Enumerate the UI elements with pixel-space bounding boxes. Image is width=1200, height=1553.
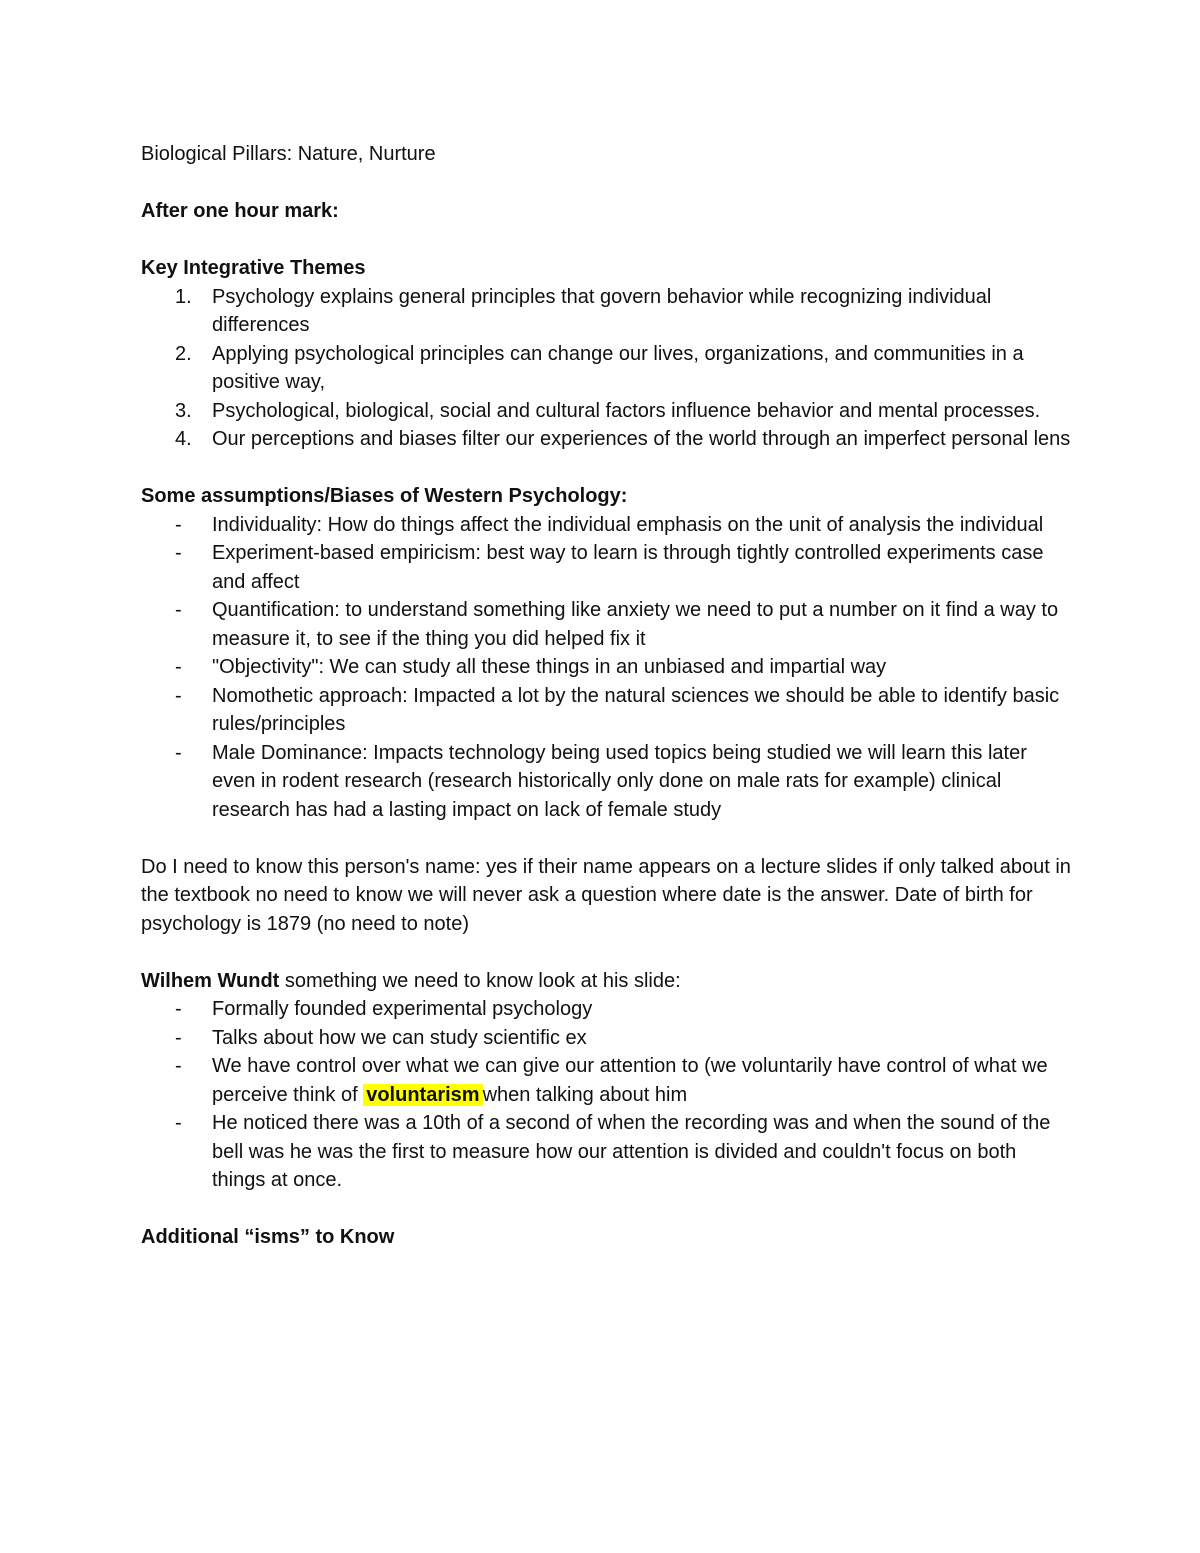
names-note-paragraph: Do I need to know this person's name: yes if their name appears on a lecture slides if only talked about in the textbook no need to know we will never ask a question where date is the answer. Date of birth for psychology is 1879 (no need to note) — [141, 855, 1071, 935]
wundt-heading — [141, 967, 1071, 996]
list-item-text: Experiment-based empiricism: best way to learn is through tightly controlled experiments case and affect — [212, 542, 1044, 593]
list-item-text: Psychology explains general principles that govern behavior while recognizing individual differences — [212, 285, 992, 336]
document-title: Biological Pillars: Nature, Nurture — [141, 143, 436, 165]
list-marker: - — [175, 599, 182, 621]
list-marker: - — [175, 513, 182, 536]
spacer — [141, 169, 1071, 198]
highlighted-term: voluntarism — [363, 1084, 482, 1106]
list-item-text: Formally founded experimental psychology — [212, 998, 593, 1020]
list-item — [141, 995, 1071, 1024]
list-item — [141, 511, 1071, 540]
list-marker: - — [175, 741, 182, 764]
wundt-list — [141, 995, 1071, 1195]
list-marker: 4. — [175, 428, 192, 450]
list-marker: - — [175, 542, 182, 564]
themes-list — [141, 283, 1071, 454]
list-item-text: Male Dominance: Impacts technology being used topics being studied we will learn this later even in rodent research (research historically only done on male rats for example) clinical research has had a lasting impact on lack of female study — [212, 741, 1027, 821]
list-marker: 1. — [175, 285, 192, 308]
list-item-text: Our perceptions and biases filter our experiences of the world through an imperfect personal lens — [212, 428, 1071, 450]
list-item-text: Talks about how we can study scientific ex — [212, 1026, 587, 1049]
list-item — [141, 1052, 1071, 1109]
themes-heading: Key Integrative Themes — [141, 257, 366, 279]
list-item — [141, 340, 1071, 397]
list-item-text: Applying psychological principles can change our lives, organizations, and communities in a positive way, — [212, 342, 1024, 393]
list-item — [141, 596, 1071, 653]
list-item — [141, 1109, 1071, 1195]
list-item-text: Psychological, biological, social and cultural factors influence behavior and mental processes. — [212, 399, 1041, 422]
list-item — [141, 682, 1071, 739]
spacer — [141, 226, 1071, 255]
list-item-text: We have control over what we can give our attention to (we voluntarily have control of what we perceive think of — [212, 1055, 1048, 1106]
list-item — [141, 283, 1071, 340]
list-item-text: Quantification: to understand something like anxiety we need to put a number on it find a way to measure it, to see if the thing you did helped fix it — [212, 599, 1059, 650]
list-item-text: Individuality: How do things affect the individual emphasis on the unit of analysis the individual — [212, 513, 1044, 536]
after-hour-heading: After one hour mark: — [141, 200, 339, 222]
spacer — [141, 938, 1071, 967]
list-item — [141, 653, 1071, 682]
additional-isms-heading: Additional “isms” to Know — [141, 1226, 395, 1248]
spacer — [141, 454, 1071, 483]
list-marker: - — [175, 1026, 182, 1049]
list-item-text: "Objectivity": We can study all these things in an unbiased and impartial way — [212, 656, 887, 678]
wundt-intro: something we need to know look at his slide: — [279, 969, 681, 992]
wundt-name: Wilhem Wundt — [141, 969, 280, 992]
list-item-text: Nomothetic approach: Impacted a lot by the natural sciences we should be able to identify basic rules/principles — [212, 684, 1060, 735]
list-item — [141, 739, 1071, 825]
list-marker: 3. — [175, 399, 192, 422]
list-item — [141, 397, 1071, 426]
document-page — [141, 140, 1071, 1252]
assumptions-list — [141, 511, 1071, 825]
spacer — [141, 824, 1071, 853]
list-item — [141, 425, 1071, 454]
list-item — [141, 1024, 1071, 1053]
list-marker: - — [175, 656, 182, 678]
list-marker: - — [175, 1055, 182, 1077]
spacer — [141, 1195, 1071, 1224]
list-marker: - — [175, 998, 182, 1020]
list-marker: 2. — [175, 342, 192, 365]
list-marker: - — [175, 684, 182, 707]
assumptions-heading: Some assumptions/Biases of Western Psychology: — [141, 485, 628, 507]
list-marker: - — [175, 1112, 182, 1134]
list-item-text: when talking about him — [482, 1083, 688, 1106]
list-item — [141, 539, 1071, 596]
list-item-text: He noticed there was a 10th of a second of when the recording was and when the sound of the bell was he was the first to measure how our attention is divided and couldn't focus on both things at once. — [212, 1112, 1051, 1191]
